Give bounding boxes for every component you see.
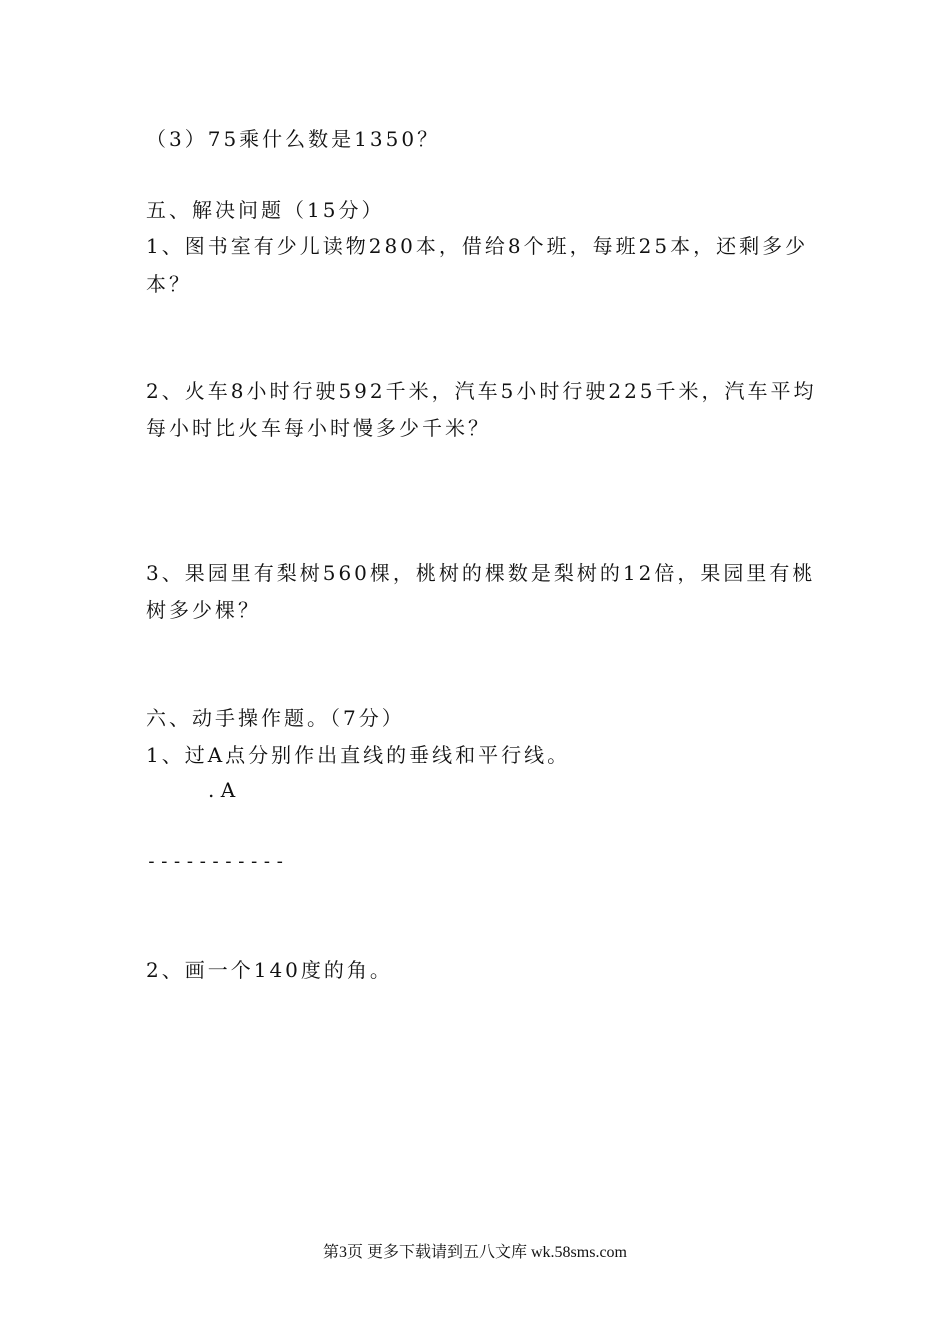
dashed-line: ----------- bbox=[146, 851, 288, 872]
problem-5-3-line-1: 3、果园里有梨树560棵，桃树的棵数是梨树的12倍，果园里有桃 bbox=[146, 561, 816, 585]
question-4-3: （3）75乘什么数是1350？ bbox=[146, 127, 441, 151]
section-6-heading: 六、动手操作题。（7分） bbox=[146, 706, 405, 730]
problem-5-2-line-2: 每小时比火车每小时慢多少千米？ bbox=[146, 416, 491, 440]
section-5-heading: 五、解决问题（15分） bbox=[146, 198, 385, 222]
problem-6-1: 1、过A点分别作出直线的垂线和平行线。 bbox=[146, 743, 571, 767]
point-a-label: . A bbox=[208, 778, 236, 802]
problem-5-2-line-1: 2、火车8小时行驶592千米，汽车5小时行驶225千米，汽车平均 bbox=[146, 379, 817, 403]
problem-5-3-line-2: 树多少棵？ bbox=[146, 598, 261, 622]
problem-5-1-line-1: 1、图书室有少儿读物280本，借给8个班，每班25本，还剩多少 bbox=[146, 234, 809, 258]
page-footer: 第3页 更多下载请到五八文库 wk.58sms.com bbox=[322, 1244, 627, 1261]
problem-6-2: 2、画一个140度的角。 bbox=[146, 958, 393, 982]
problem-5-1-line-2: 本？ bbox=[146, 272, 192, 296]
